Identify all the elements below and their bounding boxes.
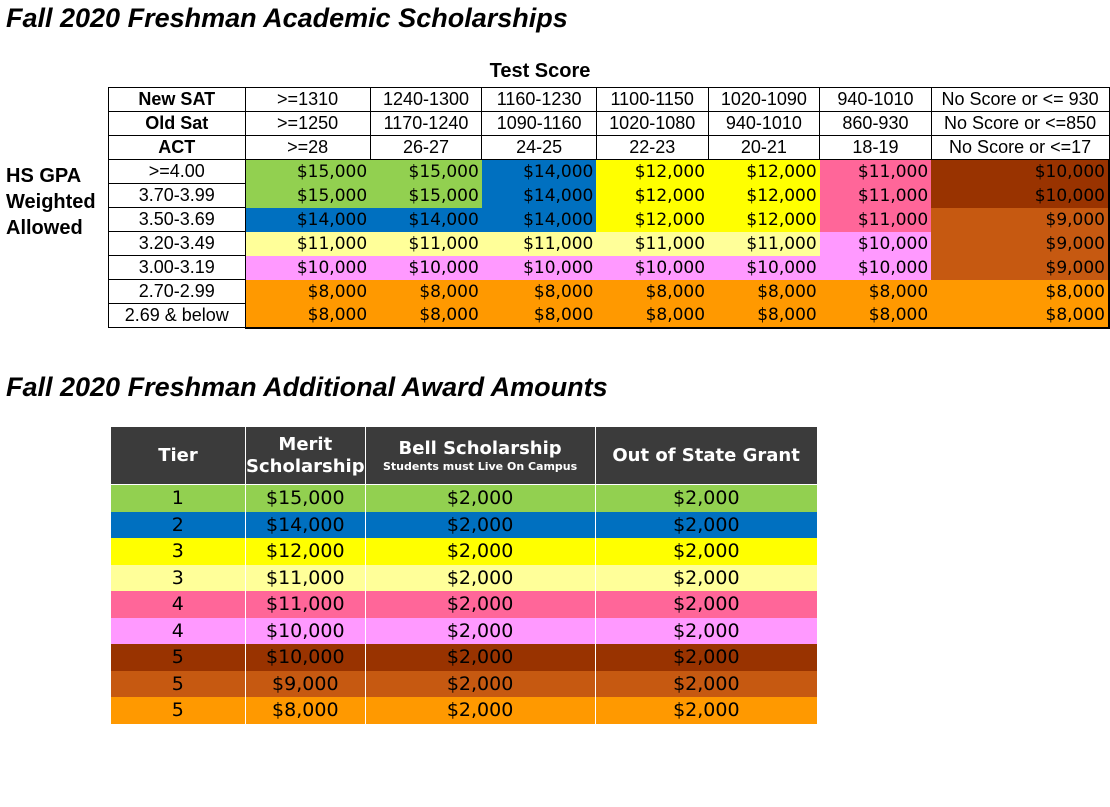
award-amount-cell: $12,000 [596, 184, 708, 208]
score-range-cell: 24-25 [482, 136, 597, 160]
award-bell-cell: $2,000 [365, 697, 595, 724]
award-amount-cell: $11,000 [820, 184, 931, 208]
score-range-cell: No Score or <=17 [931, 136, 1109, 160]
award-merit-cell: $14,000 [246, 512, 366, 539]
gpa-range-cell: >=4.00 [109, 160, 246, 184]
award-amount-cell: $9,000 [931, 256, 1109, 280]
award-amount-cell: $11,000 [820, 160, 931, 184]
award-bell-cell: $2,000 [365, 565, 595, 592]
award-merit-cell: $12,000 [246, 538, 366, 565]
award-merit-cell: $9,000 [246, 671, 366, 698]
award-tier-cell: 4 [171, 593, 184, 616]
award-amount-cell: $11,000 [482, 232, 597, 256]
award-amount-cell: $8,000 [482, 280, 597, 304]
gpa-row [109, 160, 1110, 184]
score-range-cell: 1240-1300 [370, 88, 482, 112]
gpa-label-line: HS GPA [6, 165, 82, 187]
merit-header-line2: Scholarship [246, 455, 365, 477]
bell-header-title: Bell Scholarship [398, 437, 562, 459]
score-range-cell: >=1250 [245, 112, 370, 136]
award-amount-cell: $8,000 [708, 280, 820, 304]
award-row [111, 591, 818, 618]
award-amount-cell: $11,000 [708, 232, 820, 256]
award-row [111, 697, 818, 724]
score-range-cell: 1090-1160 [482, 112, 597, 136]
gpa-range-cell: 3.50-3.69 [109, 208, 246, 232]
score-range-cell: 1020-1080 [596, 112, 708, 136]
award-merit-cell: $11,000 [246, 565, 366, 592]
gpa-row [109, 184, 1110, 208]
award-oos-cell: $2,000 [595, 485, 817, 512]
award-amount-cell: $8,000 [482, 304, 597, 328]
award-amount-cell: $8,000 [820, 304, 931, 328]
award-amount-cell: $12,000 [596, 208, 708, 232]
award-tier-cell: 5 [171, 699, 184, 722]
merit-header [246, 427, 366, 485]
award-amount-cell: $8,000 [245, 304, 370, 328]
score-row-label: New SAT [109, 88, 246, 112]
award-row [111, 618, 818, 645]
score-range-cell: 20-21 [708, 136, 820, 160]
award-row [111, 538, 818, 565]
gpa-label [0, 163, 110, 241]
score-row-label: ACT [109, 136, 246, 160]
award-tier-cell: 3 [171, 540, 184, 563]
award-amount-cell: $8,000 [370, 280, 482, 304]
award-amount-cell: $12,000 [596, 160, 708, 184]
award-merit-cell: $15,000 [246, 485, 366, 512]
award-amount-cell: $8,000 [931, 280, 1109, 304]
award-amount-cell: $11,000 [820, 208, 931, 232]
score-range-cell: 18-19 [820, 136, 931, 160]
score-row [109, 136, 1110, 160]
award-bell-cell: $2,000 [365, 512, 595, 539]
award-merit-cell: $10,000 [246, 618, 366, 645]
award-amount-cell: $14,000 [482, 208, 597, 232]
award-tier-cell: 4 [171, 619, 184, 642]
award-amount-cell: $14,000 [245, 208, 370, 232]
gpa-row [109, 232, 1110, 256]
award-bell-cell: $2,000 [365, 591, 595, 618]
score-range-cell: 1170-1240 [370, 112, 482, 136]
gpa-range-cell: 3.20-3.49 [109, 232, 246, 256]
award-tier-cell: 5 [171, 646, 184, 669]
award-bell-cell: $2,000 [365, 618, 595, 645]
award-amount-cell: $12,000 [708, 184, 820, 208]
award-row [111, 512, 818, 539]
award-amount-cell: $8,000 [245, 280, 370, 304]
award-amount-cell: $14,000 [482, 160, 597, 184]
score-range-cell: 940-1010 [820, 88, 931, 112]
award-amount-cell: $8,000 [708, 304, 820, 328]
award-bell-cell: $2,000 [365, 538, 595, 565]
award-oos-cell: $2,000 [595, 512, 817, 539]
award-bell-cell: $2,000 [365, 485, 595, 512]
award-merit-cell: $11,000 [246, 591, 366, 618]
award-amount-cell: $8,000 [931, 304, 1109, 328]
award-row [111, 565, 818, 592]
gpa-row [109, 280, 1110, 304]
bell-header-subtitle: Students must Live On Campus [382, 459, 578, 473]
score-range-cell: 22-23 [596, 136, 708, 160]
award-amount-cell: $10,000 [482, 256, 597, 280]
award-amount-cell: $9,000 [931, 208, 1109, 232]
awards-table [110, 426, 818, 724]
gpa-range-cell: 3.70-3.99 [109, 184, 246, 208]
award-oos-cell: $2,000 [595, 644, 817, 671]
award-oos-cell: $2,000 [595, 618, 817, 645]
award-tier-cell: 2 [171, 513, 184, 536]
award-amount-cell: $15,000 [370, 160, 482, 184]
bell-header [365, 427, 595, 485]
scholarship-grid [108, 87, 1110, 329]
score-range-cell: >=1310 [245, 88, 370, 112]
merit-header-line1: Merit [278, 433, 333, 455]
award-amount-cell: $9,000 [931, 232, 1109, 256]
award-merit-cell: $8,000 [246, 697, 366, 724]
score-range-cell: 1100-1150 [596, 88, 708, 112]
award-tier-cell: 1 [171, 487, 184, 510]
award-amount-cell: $15,000 [370, 184, 482, 208]
award-amount-cell: $8,000 [596, 304, 708, 328]
award-row [111, 644, 818, 671]
award-merit-cell: $10,000 [246, 644, 366, 671]
gpa-label-line: Allowed [6, 217, 83, 239]
award-oos-cell: $2,000 [595, 671, 817, 698]
section-title: Fall 2020 Freshman Additional Award Amounts [6, 372, 608, 402]
award-oos-cell: $2,000 [595, 565, 817, 592]
award-amount-cell: $8,000 [820, 280, 931, 304]
gpa-range-cell: 2.69 & below [109, 304, 246, 328]
award-amount-cell: $12,000 [708, 208, 820, 232]
award-oos-cell: $2,000 [595, 697, 817, 724]
award-row [111, 671, 818, 698]
award-amount-cell: $14,000 [370, 208, 482, 232]
award-amount-cell: $10,000 [820, 232, 931, 256]
score-range-cell: No Score or <= 930 [931, 88, 1109, 112]
award-amount-cell: $10,000 [931, 184, 1109, 208]
gpa-row [109, 304, 1110, 328]
award-amount-cell: $10,000 [596, 256, 708, 280]
award-amount-cell: $15,000 [245, 160, 370, 184]
gpa-row [109, 208, 1110, 232]
score-row [109, 88, 1110, 112]
award-amount-cell: $14,000 [482, 184, 597, 208]
award-amount-cell: $10,000 [370, 256, 482, 280]
award-bell-cell: $2,000 [365, 671, 595, 698]
gpa-label-line: Weighted [6, 191, 96, 213]
test-score-label: Test Score [489, 60, 591, 82]
gpa-range-cell: 2.70-2.99 [109, 280, 246, 304]
award-amount-cell: $15,000 [245, 184, 370, 208]
score-range-cell: 1160-1230 [482, 88, 597, 112]
gpa-row [109, 256, 1110, 280]
award-tier-cell: 3 [171, 566, 184, 589]
gpa-range-cell: 3.00-3.19 [109, 256, 246, 280]
award-amount-cell: $12,000 [708, 160, 820, 184]
award-amount-cell: $8,000 [596, 280, 708, 304]
award-amount-cell: $10,000 [931, 160, 1109, 184]
score-range-cell: 1020-1090 [708, 88, 820, 112]
award-amount-cell: $11,000 [245, 232, 370, 256]
score-range-cell: 940-1010 [708, 112, 820, 136]
award-amount-cell: $10,000 [708, 256, 820, 280]
award-row [111, 485, 818, 512]
score-range-cell: 26-27 [370, 136, 482, 160]
award-tier-cell: 5 [171, 672, 184, 695]
score-range-cell: No Score or <=850 [931, 112, 1109, 136]
award-oos-cell: $2,000 [595, 538, 817, 565]
score-range-cell: 860-930 [820, 112, 931, 136]
tier-header: Tier [111, 427, 246, 485]
oos-header: Out of State Grant [595, 427, 817, 485]
award-oos-cell: $2,000 [595, 591, 817, 618]
score-row [109, 112, 1110, 136]
award-amount-cell: $8,000 [370, 304, 482, 328]
score-row-label: Old Sat [109, 112, 246, 136]
award-amount-cell: $10,000 [820, 256, 931, 280]
award-bell-cell: $2,000 [365, 644, 595, 671]
award-amount-cell: $11,000 [596, 232, 708, 256]
award-amount-cell: $10,000 [245, 256, 370, 280]
award-amount-cell: $11,000 [370, 232, 482, 256]
score-range-cell: >=28 [245, 136, 370, 160]
page-title: Fall 2020 Freshman Academic Scholarships [6, 3, 568, 33]
